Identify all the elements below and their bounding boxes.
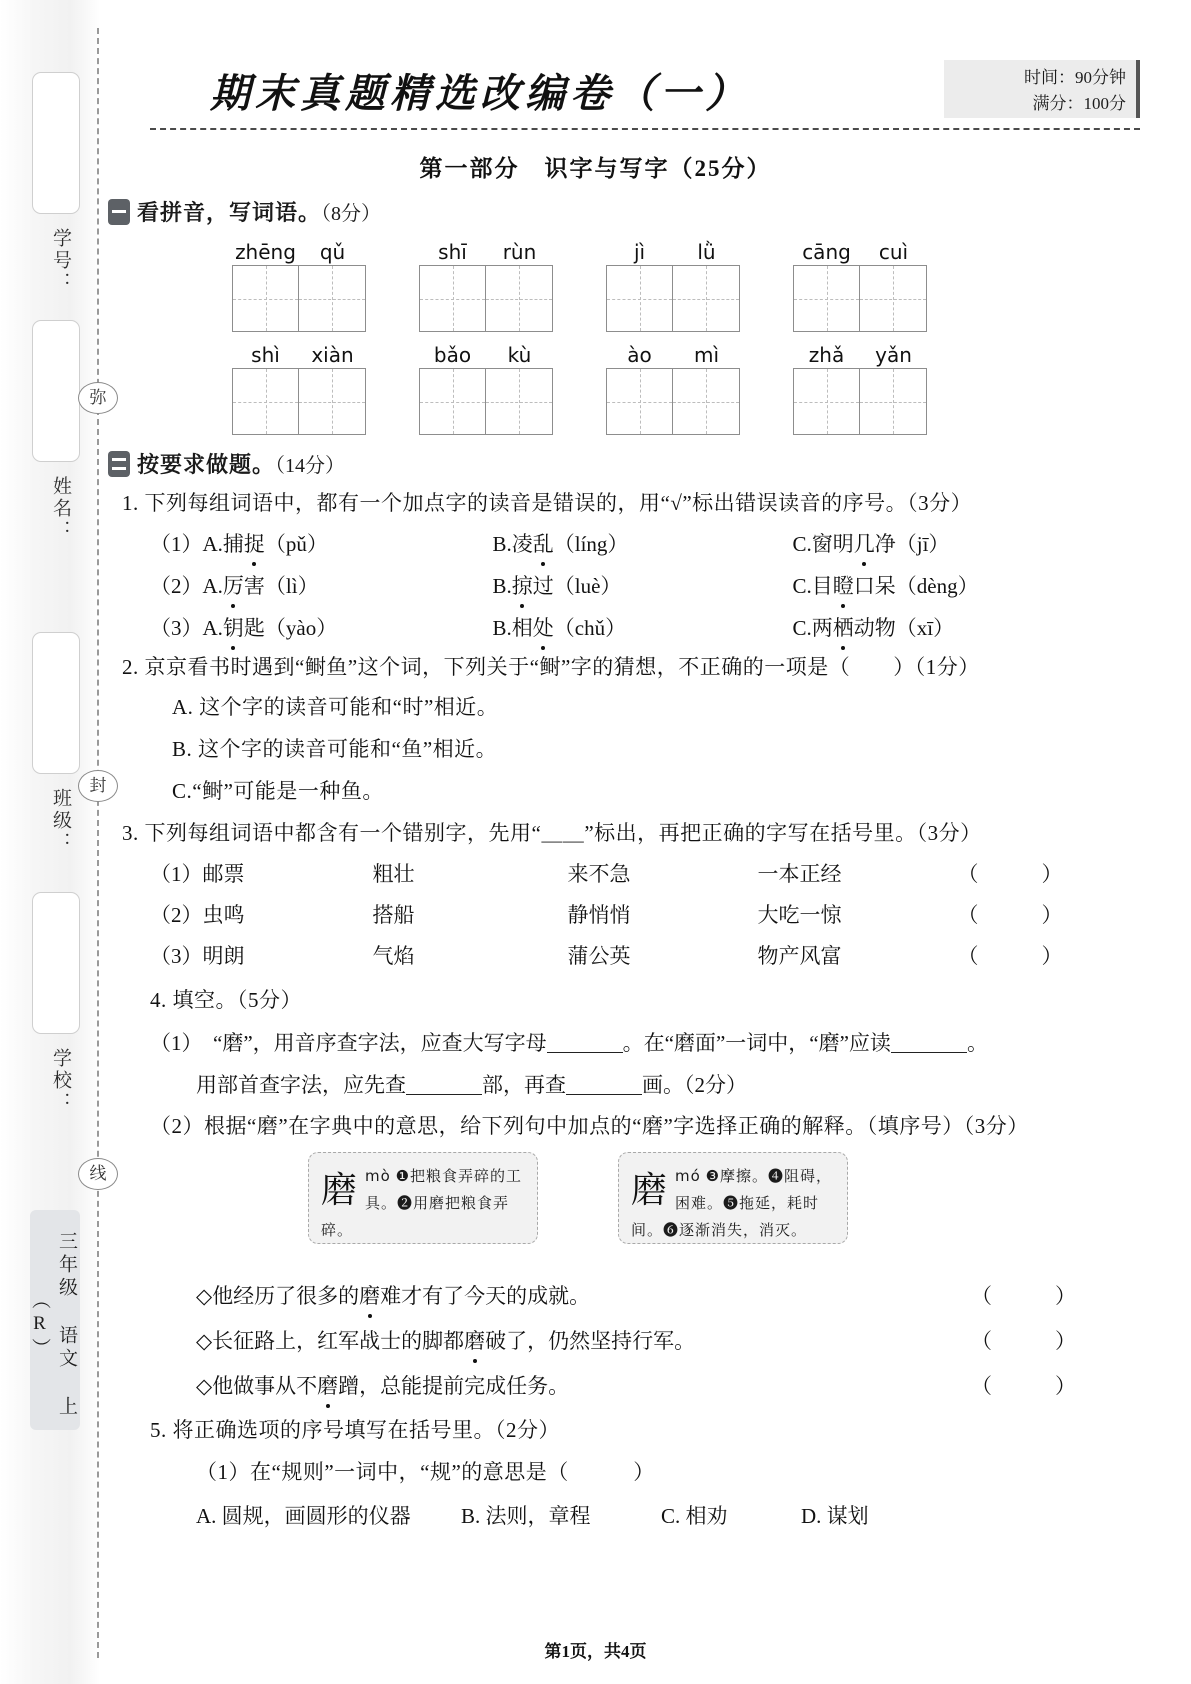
q4-s1-answer[interactable]: （ ）	[971, 1284, 1076, 1308]
q4-s2-dot: 磨	[464, 1325, 485, 1355]
seal-mark-mi: 弥	[78, 382, 118, 414]
q1-g1-num: （1）	[150, 532, 203, 556]
q1-g2-num: （2）	[150, 574, 203, 598]
q1-g2-optB[interactable]: B.掠过（luè）	[493, 570, 793, 600]
q1-group-3	[150, 612, 1090, 642]
dict-char-left: 磨	[321, 1170, 358, 1210]
q3-row-2	[150, 899, 1090, 929]
tianzige-row1-word3[interactable]	[606, 265, 740, 332]
part-one-heading: 第一部分 识字与写字（25分）	[419, 156, 772, 181]
q3-r1-w2[interactable]: 粗壮	[372, 862, 415, 886]
q4-blank-letter[interactable]	[547, 1032, 623, 1053]
q4-s1b-text-a: 用部首查字法，应先查	[196, 1073, 406, 1097]
q1-g2-optA[interactable]: A.厉害（lì）	[203, 570, 493, 600]
q1-group-1	[150, 528, 1090, 558]
class-box[interactable]	[32, 632, 80, 774]
page-footer: 第1页，共4页	[544, 1642, 647, 1661]
seal-mark-xian: 线	[78, 1158, 118, 1190]
pinyin-row1-word2: shī rùn	[438, 240, 537, 264]
sidebar-label-student-id: 学号：	[50, 228, 71, 294]
dict-char-right: 磨	[631, 1170, 668, 1210]
exam-time: 时间：90分钟	[1024, 68, 1126, 87]
q4-s3-post: 蹭，总能提前完成任务。	[338, 1374, 570, 1398]
question-5-stem: 5. 将正确选项的序号填写在括号里。（2分）	[150, 1418, 560, 1442]
question-2-stem: 2. 京京看书时遇到“鲥鱼”这个词，下列关于“鲥”字的猜想，不正确的一项是（ ）（1分）	[122, 655, 980, 679]
q4-s1-text-b: 。在“磨面”一词中，“磨”应读	[622, 1031, 891, 1055]
grade-subject-tag: 三年级 语文 上（R）	[30, 1210, 80, 1430]
q1-g2-optC[interactable]: C.目瞪口呆（dèng）	[793, 574, 979, 598]
section-two-header	[108, 448, 345, 479]
q3-r2-w2[interactable]: 搭船	[372, 903, 415, 927]
q2-option-b[interactable]: B. 这个字的读音可能和“鱼”相近。	[172, 737, 498, 761]
tianzige-row1-word1[interactable]	[232, 265, 366, 332]
pinyin-row2-word2: bǎo kù	[433, 343, 532, 367]
pinyin-row2-word3: ào mì	[627, 343, 720, 367]
tianzige-row2-word3[interactable]	[606, 368, 740, 435]
dict-text-left: ❶把粮食弄碎的工具。❷用磨把粮食弄碎。	[321, 1169, 523, 1239]
q3-r3-w4[interactable]: 物产风富	[757, 944, 842, 968]
q3-r1-w1[interactable]: 邮票	[202, 862, 245, 886]
exam-full-score: 满分：100分	[1032, 94, 1126, 113]
q3-row-3	[150, 940, 1090, 970]
q4-blank-strokes[interactable]	[566, 1074, 642, 1095]
dictionary-entry-mo4	[308, 1152, 538, 1244]
q4-sub1-line2	[196, 1069, 1096, 1099]
q4-sub2-stem: （2）根据“磨”在字典中的意思，给下列句中加点的“磨”字选择正确的解释。（填序号）（3分）	[150, 1114, 1029, 1138]
q1-g3-optA[interactable]: A.钥匙（yào）	[203, 612, 493, 642]
q3-r2-w1[interactable]: 虫鸣	[202, 903, 245, 927]
exam-meta-box	[944, 60, 1140, 118]
q4-s2-post: 破了，仍然坚持行军。	[485, 1329, 696, 1353]
sidebar-label-class: 班级：	[50, 788, 71, 854]
q5-option-d[interactable]: D. 谋划	[801, 1504, 869, 1528]
section-one-label: 看拼音，写词语。	[137, 200, 322, 225]
q4-s2-pre: ◇长征路上，红军战士的脚都	[196, 1329, 465, 1353]
seal-mark-feng: 封	[78, 770, 118, 802]
section-one-header	[108, 196, 381, 227]
pinyin-row1-word3: jì lǜ	[633, 240, 716, 264]
pinyin-row2-word1: shì xiàn	[251, 343, 354, 367]
q1-g3-num: （3）	[150, 616, 203, 640]
sidebar-label-school: 学校：	[50, 1048, 71, 1114]
q4-s1b-text-c: 画。（2分）	[642, 1073, 747, 1097]
q3-r2-answer[interactable]: （ ）	[957, 903, 1063, 927]
q4-blank-radical[interactable]	[406, 1074, 482, 1095]
dict-text-right: ❸摩擦。❹阻碍，困难。❺拖延，耗时间。❻逐渐消失，消灭。	[631, 1169, 833, 1239]
pinyin-row1-word4: cāng cuì	[802, 240, 909, 264]
q5-sub1-stem[interactable]: （1）在“规则”一词中，“规”的意思是（ ）	[196, 1460, 655, 1484]
q4-s1-text-a: （1） “磨”，用音序查字法，应查大写字母	[150, 1031, 547, 1055]
section-one-score: （8分）	[321, 203, 382, 225]
q1-g3-optC[interactable]: C.两栖动物（xī）	[793, 616, 955, 640]
q2-option-a[interactable]: A. 这个字的读音可能和“时”相近。	[172, 695, 499, 719]
q5-option-b[interactable]: B. 法则，章程	[461, 1504, 591, 1528]
dict-pinyin-right: mó	[675, 1167, 701, 1185]
tianzige-row2-word4[interactable]	[793, 368, 927, 435]
page-title: 期末真题精选改编卷（一）	[210, 71, 750, 116]
q3-r2-w3[interactable]: 静悄悄	[567, 903, 631, 927]
q3-r1-w4[interactable]: 一本正经	[757, 862, 842, 886]
q4-s1-pre: ◇他经历了很多的	[196, 1284, 360, 1308]
q3-r3-num: （3）	[150, 944, 203, 968]
q1-g3-optB[interactable]: B.相处（chǔ）	[493, 612, 793, 642]
tianzige-row2-word2[interactable]	[419, 368, 553, 435]
q4-sub1-line1	[150, 1027, 1080, 1057]
section-one-marker-icon	[108, 199, 130, 225]
q3-r1-num: （1）	[150, 862, 203, 886]
q3-r2-num: （2）	[150, 903, 203, 927]
q4-blank-reading[interactable]	[891, 1032, 967, 1053]
pinyin-row2-word4: zhǎ yǎn	[808, 343, 912, 367]
q4-s1-dot: 磨	[359, 1280, 380, 1310]
section-two-marker-icon	[108, 451, 130, 477]
title-divider	[150, 128, 1140, 130]
student-name-box[interactable]	[32, 320, 80, 462]
student-id-box[interactable]	[32, 72, 80, 214]
sidebar-label-name: 姓名：	[50, 476, 71, 542]
q4-sentence-2	[196, 1325, 1076, 1355]
tianzige-row2-word1[interactable]	[232, 368, 366, 435]
q4-sentence-3	[196, 1370, 1076, 1400]
pinyin-row1-word1: zhēng qǔ	[235, 240, 346, 264]
q2-option-c[interactable]: C.“鲥”可能是一种鱼。	[172, 779, 384, 803]
q5-option-a[interactable]: A. 圆规，画圆形的仪器	[196, 1504, 411, 1528]
q4-s1-post: 难才有了今天的成就。	[380, 1284, 591, 1308]
q4-s3-answer[interactable]: （ ）	[971, 1374, 1076, 1398]
q3-r3-answer[interactable]: （ ）	[957, 944, 1063, 968]
q1-g1-optC[interactable]: C.窗明几净（jī）	[793, 532, 950, 556]
q3-row-1	[150, 858, 1090, 888]
q1-g1-optA[interactable]: A.捕捉（pǔ）	[203, 528, 493, 558]
dict-pinyin-left: mò	[365, 1167, 391, 1185]
q1-g1-optB[interactable]: B.凌乱（líng）	[493, 528, 793, 558]
q3-r3-w3[interactable]: 蒲公英	[567, 944, 631, 968]
tianzige-row1-word2[interactable]	[419, 265, 553, 332]
section-two-label: 按要求做题。	[137, 452, 276, 477]
school-box[interactable]	[32, 892, 80, 1034]
q3-r3-w1[interactable]: 明朗	[202, 944, 245, 968]
q3-r2-w4[interactable]: 大吃一惊	[757, 903, 842, 927]
q3-r1-w3[interactable]: 来不急	[567, 862, 631, 886]
question-4-stem: 4. 填空。（5分）	[150, 988, 302, 1012]
binding-dashed-line	[97, 28, 99, 1658]
header-row	[150, 60, 1140, 130]
q4-sentence-1	[196, 1280, 1076, 1310]
q4-s2-answer[interactable]: （ ）	[971, 1329, 1076, 1353]
q4-s1b-text-b: 部，再查	[482, 1073, 566, 1097]
q5-option-c[interactable]: C. 相劝	[661, 1504, 728, 1528]
tianzige-row1-word4[interactable]	[793, 265, 927, 332]
q4-s1-text-c: 。	[966, 1031, 988, 1055]
q3-r1-answer[interactable]: （ ）	[957, 862, 1063, 886]
q5-options-row	[196, 1500, 1096, 1530]
dictionary-entry-mo2	[618, 1152, 848, 1244]
q1-group-2	[150, 570, 1090, 600]
question-3-stem: 3. 下列每组词语中都含有一个错别字，先用“＿＿”标出，再把正确的字写在括号里。（3分）	[122, 821, 982, 845]
q4-s3-pre: ◇他做事从不	[196, 1374, 318, 1398]
section-two-score: （14分）	[275, 455, 346, 477]
q4-s3-dot: 磨	[317, 1370, 338, 1400]
question-1-stem: 1. 下列每组词语中，都有一个加点字的读音是错误的，用“√”标出错误读音的序号。（3分）	[122, 491, 973, 515]
q3-r3-w2[interactable]: 气焰	[372, 944, 415, 968]
